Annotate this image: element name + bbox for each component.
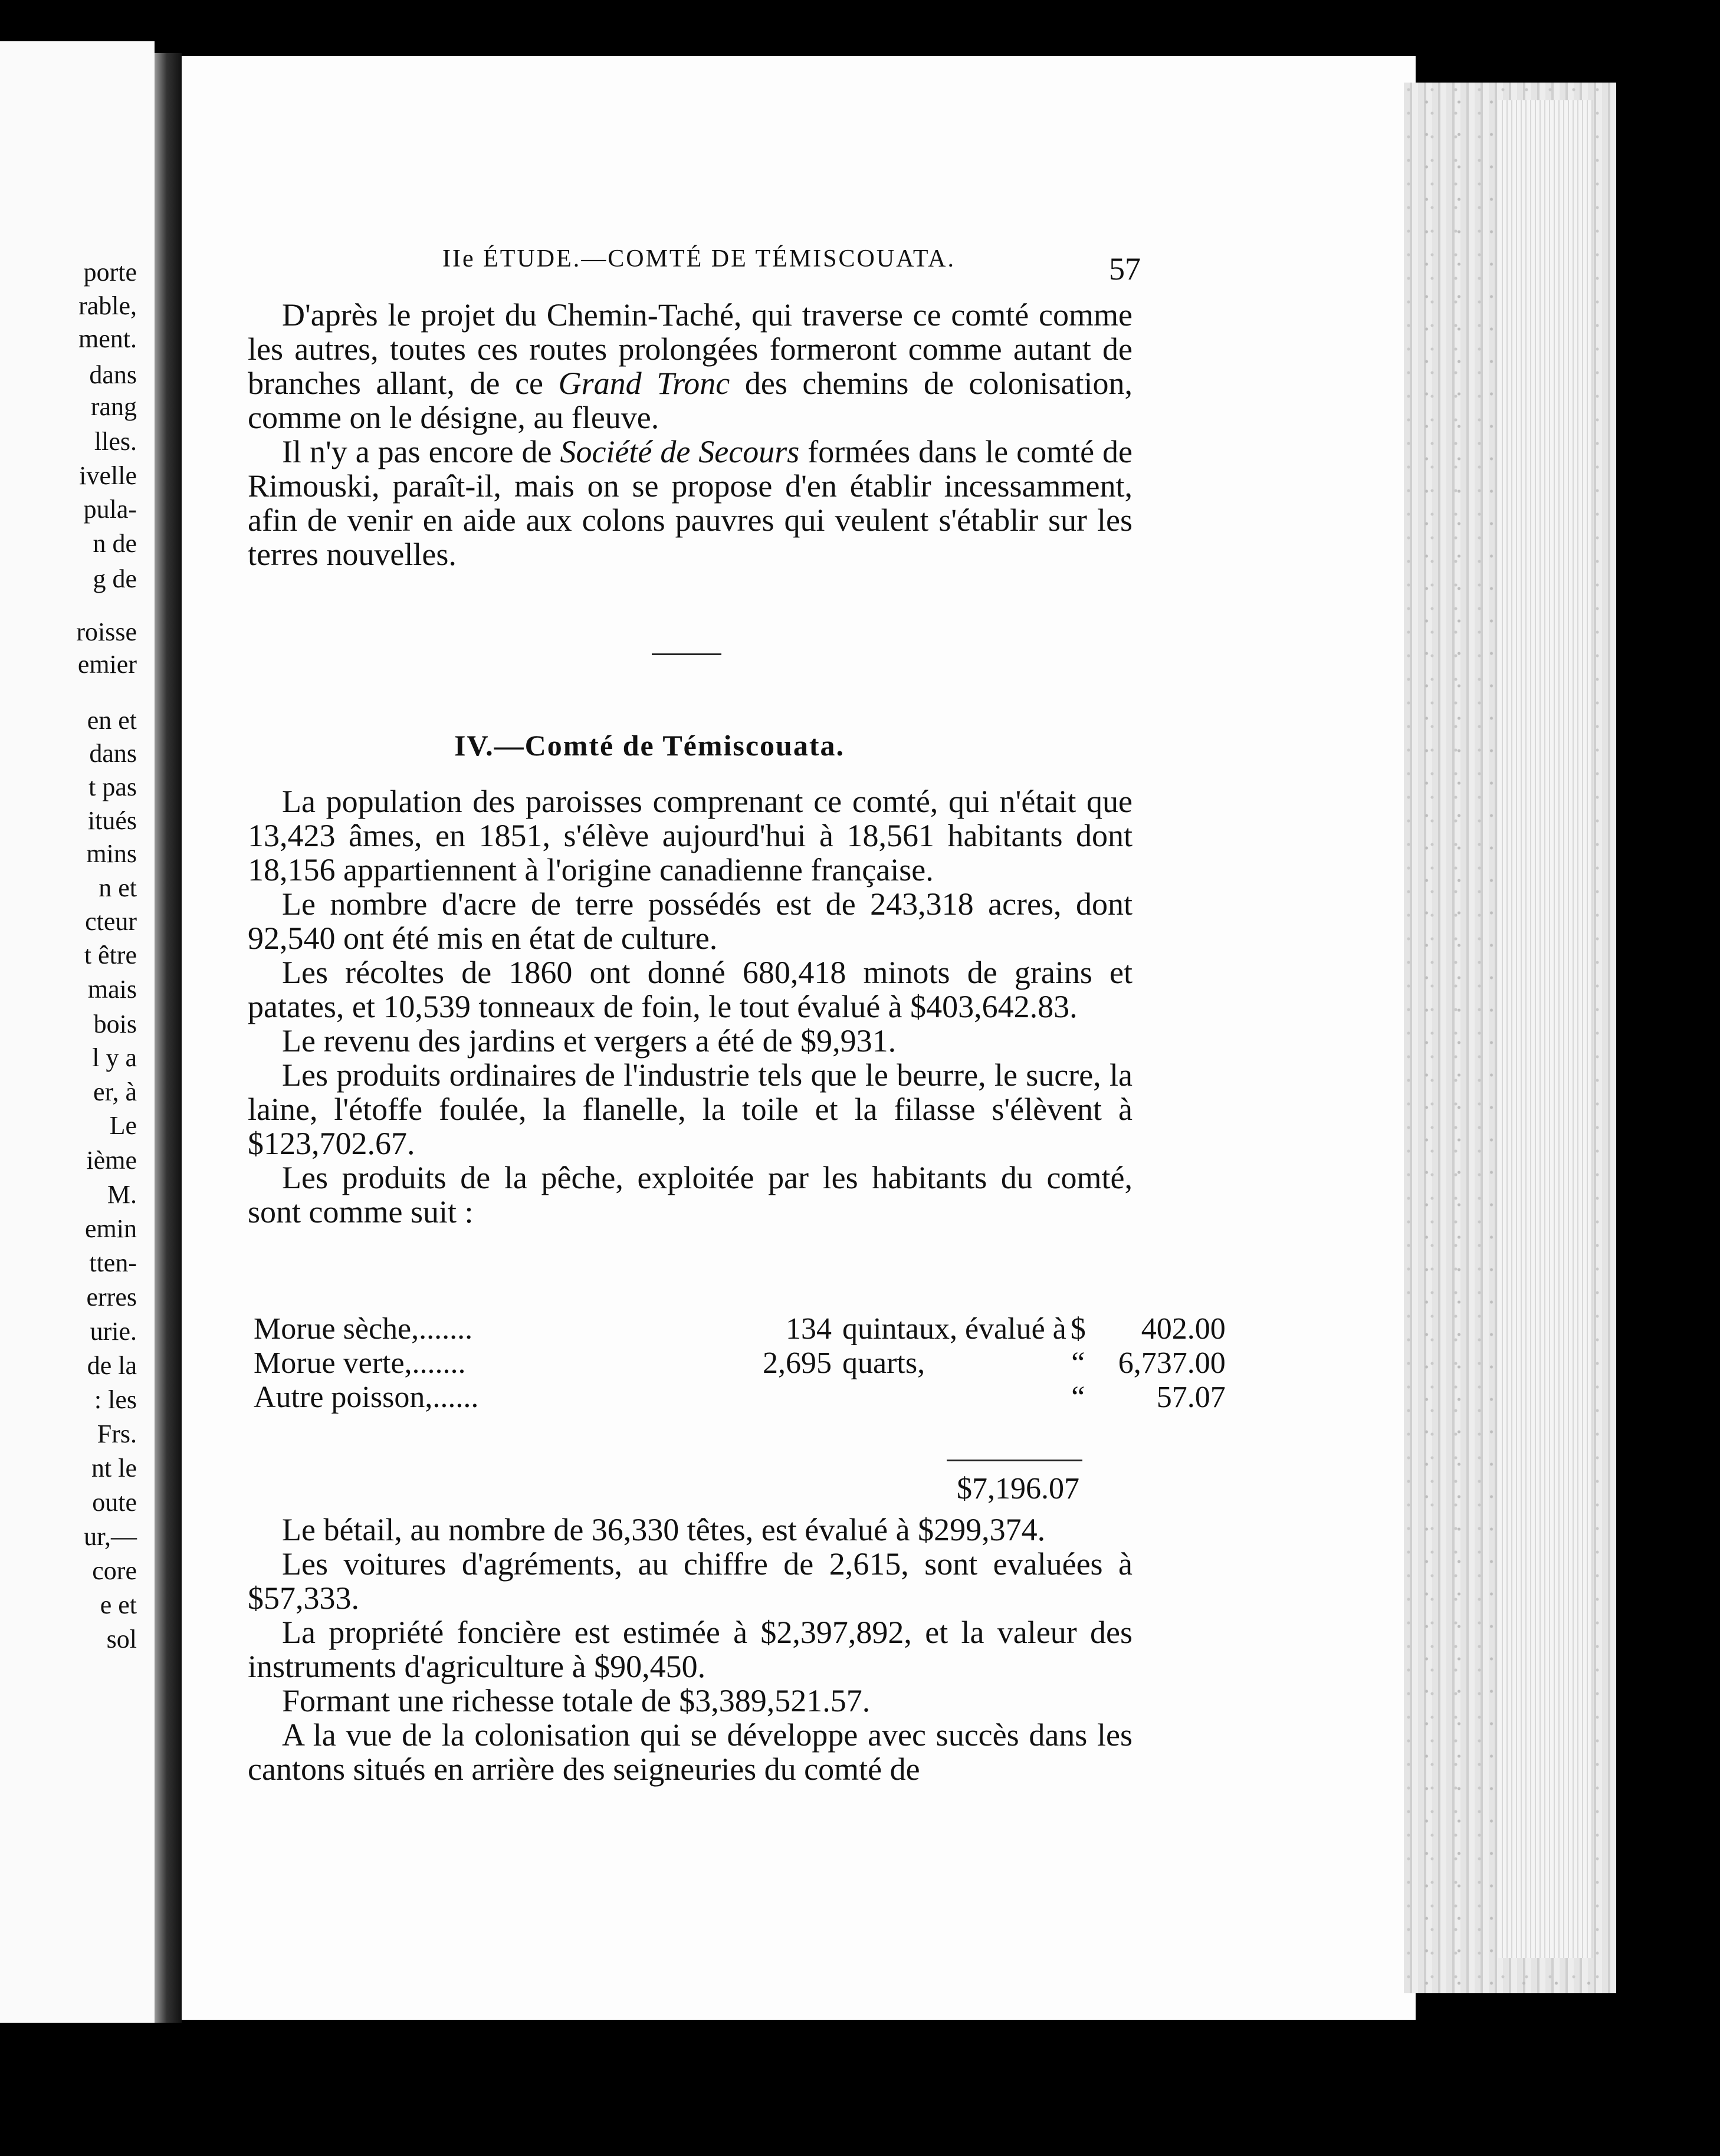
fish-total: $7,196.07	[957, 1472, 1079, 1506]
book-gutter	[155, 53, 182, 2023]
total-rule	[947, 1460, 1082, 1461]
left-page-fragment: Le	[109, 1111, 137, 1140]
left-page-fragment: pula-	[83, 495, 137, 524]
left-page-fragment: nt le	[91, 1454, 137, 1483]
left-page-fragment: l y a	[92, 1043, 137, 1072]
left-page-fragment: core	[92, 1556, 137, 1585]
left-page-fragment: M.	[107, 1180, 137, 1209]
paragraph: Les récoltes de 1860 ont donné 680,418 minots de grains et patates, et 10,539 tonneaux de foin, le tout évalué à $403,642.83.	[248, 955, 1133, 1024]
left-page-edge	[0, 41, 155, 2023]
left-page-fragment: ur,—	[84, 1522, 137, 1551]
paragraph: Les produits ordinaires de l'industrie tels que le beurre, le sucre, la laine, l'étoffe foulée, la flanelle, la toile et la filasse s'élèvent à $123,702.67.	[248, 1057, 1133, 1161]
left-page-fragment: mins	[86, 839, 137, 868]
table-row: Autre poisson,...... “ 57.07	[254, 1381, 1226, 1414]
left-page-fragment: itués	[87, 806, 137, 835]
section-title: IV.—Comté de Témiscouata.	[454, 729, 845, 762]
left-page-fragment: ment.	[78, 324, 137, 353]
intro-paragraph-1: D'après le projet du Chemin-Taché, qui traverse ce comté comme les autres, toutes ces routes prolongées formeront comme autant de branches allant, de ce Grand Tronc des chemins de colonisation, comme on le désigne, au fleuve.	[248, 297, 1133, 435]
left-page-fragment: t être	[84, 941, 137, 969]
left-page-fragment: rang	[90, 392, 137, 421]
paragraph: La propriété foncière est estimée à $2,397,892, et la valeur des instruments d'agriculture à $90,450.	[248, 1615, 1133, 1684]
left-page-fragment: dans	[89, 739, 137, 768]
left-page-fragment: : les	[94, 1385, 137, 1414]
left-page-fragment: erres	[86, 1283, 137, 1312]
left-page-fragment: lles.	[94, 427, 137, 456]
paragraph: La population des paroisses comprenant ce comté, qui n'était que 13,423 âmes, en 1851, s'élève aujourd'hui à 18,561 habitants dont 18,156 appartiennent à l'origine canadienne française.	[248, 784, 1133, 888]
left-page-fragment: mais	[87, 975, 137, 1004]
paragraph: Les voitures d'agréments, au chiffre de 2,615, sont evaluées à $57,333.	[248, 1546, 1133, 1616]
page-number: 57	[1109, 251, 1141, 287]
left-page-fragment: de la	[87, 1351, 137, 1380]
left-page-fragment: dans	[89, 360, 137, 389]
table-row: Morue verte,....... 2,695 quarts, “ 6,737.00	[254, 1346, 1226, 1380]
left-page-fragment: t pas	[88, 773, 137, 801]
paragraph: Formant une richesse totale de $3,389,521.57.	[282, 1683, 871, 1718]
left-page-fragment: ivelle	[79, 461, 137, 490]
left-page-fragment: rable,	[78, 291, 137, 320]
left-page-fragment: er, à	[93, 1077, 137, 1106]
table-row: Morue sèche,....... 134 quintaux, évalué à $ 402.00	[254, 1312, 1226, 1346]
left-page-fragment: tten-	[89, 1248, 137, 1277]
paragraph: Le nombre d'acre de terre possédés est de 243,318 acres, dont 92,540 ont été mis en état de culture.	[248, 886, 1133, 956]
left-page-fragment: emin	[85, 1214, 137, 1243]
left-page-fragment: g de	[93, 564, 137, 593]
intro-paragraph-2: Il n'y a pas encore de Société de Secours formées dans le comté de Rimouski, paraît-il, mais on se propose d'en établir incessamment, afin de venir en aide aux colons pauvres qui veulent s'établir sur les terres nouvelles.	[248, 434, 1133, 572]
left-page-fragment: emier	[77, 650, 137, 679]
left-page-fragment: n de	[93, 529, 137, 558]
fish-products-table	[254, 1312, 1226, 1415]
running-head: IIe ÉTUDE.—COMTÉ DE TÉMISCOUATA.	[442, 245, 956, 272]
left-page-fragment: bois	[93, 1010, 137, 1038]
section-text	[248, 784, 1133, 1229]
left-page-fragment: e et	[100, 1590, 137, 1619]
left-page-fragment: en et	[87, 706, 137, 735]
left-page-fragment: cteur	[85, 907, 137, 936]
paragraph: A la vue de la colonisation qui se développe avec succès dans les cantons situés en arrière des seigneuries du comté de	[248, 1717, 1133, 1787]
paragraph: Les produits de la pêche, exploitée par les habitants du comté, sont comme suit :	[248, 1160, 1133, 1230]
left-page-fragment: urie.	[90, 1317, 137, 1346]
paragraph: Le revenu des jardins et vergers a été de $9,931.	[282, 1023, 897, 1059]
left-page-fragment: roisse	[76, 617, 137, 646]
left-page-fragment: n et	[99, 873, 137, 902]
left-page-fragment: sol	[106, 1625, 137, 1654]
intro-text	[248, 298, 1133, 571]
left-page-fragment: ième	[86, 1146, 137, 1175]
page-fore-edge-inner	[1498, 100, 1593, 1958]
left-page-fragment: oute	[92, 1488, 137, 1517]
left-page-fragment: Frs.	[97, 1419, 137, 1448]
section-divider	[652, 653, 721, 655]
paragraph: Le bétail, au nombre de 36,330 têtes, est évalué à $299,374.	[282, 1512, 1046, 1547]
left-page-fragment: porte	[83, 258, 137, 287]
closing-text	[248, 1513, 1133, 1786]
